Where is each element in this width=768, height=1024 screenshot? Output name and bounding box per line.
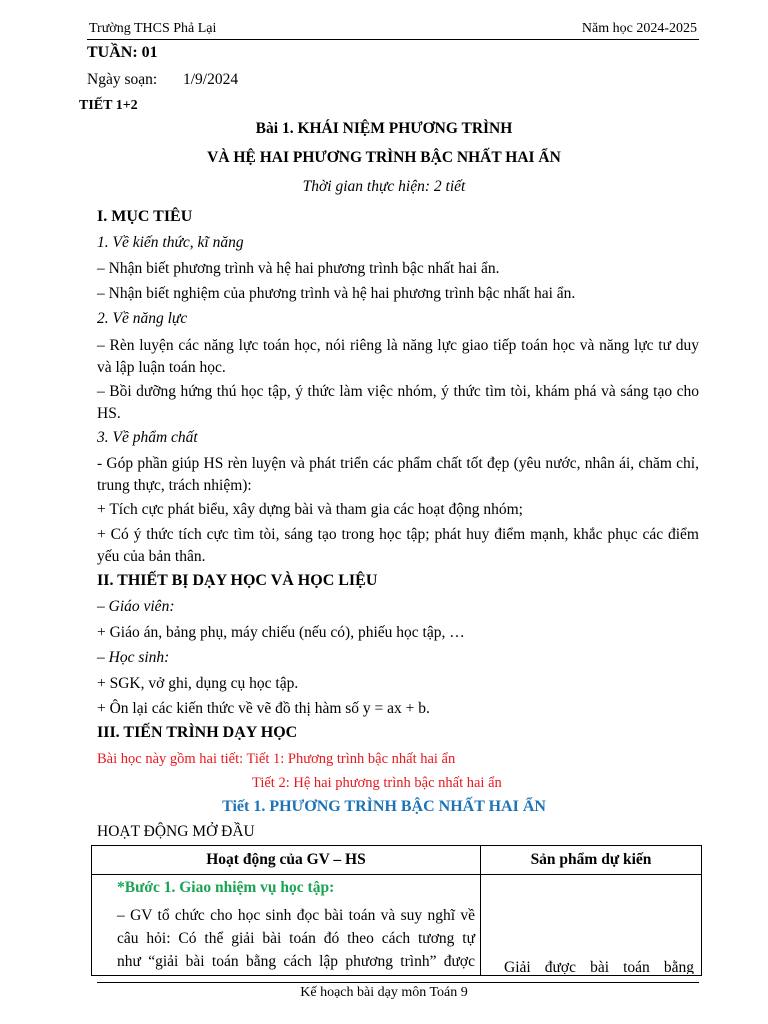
- teacher-label: – Giáo viên:: [97, 598, 175, 615]
- expected-product-cell: [481, 875, 702, 976]
- period-1-title: Tiết 1. PHƯƠNG TRÌNH BẬC NHẤT HAI ẨN: [222, 798, 546, 815]
- qualities-item-3: + Có ý thức tích cực tìm tòi, sáng tạo trong học tập; phát huy điểm mạnh, khắc phục các điểm yếu của bản thân.: [97, 526, 699, 565]
- knowledge-item-2: – Nhận biết nghiệm của phương trình và hệ hai phương trình bậc nhất hai ẩn.: [97, 285, 576, 302]
- expected-product-text: Giải được bài toán bằng: [504, 959, 694, 974]
- prep-date-value: 1/9/2024: [183, 71, 239, 88]
- subsection-competence: 2. Về năng lực: [97, 310, 188, 327]
- competence-item-2: – Bồi dưỡng hứng thú học tập, ý thức làm việc nhóm, ý thức tìm tòi, khám phá và sáng tạo cho HS.: [97, 383, 699, 422]
- lesson-duration: Thời gian thực hiện: 2 tiết: [302, 178, 466, 195]
- qualities-item-2: + Tích cực phát biểu, xây dựng bài và tham gia các hoạt động nhóm;: [97, 501, 523, 518]
- section-equipment-heading: II. THIẾT BỊ DẠY HỌC VÀ HỌC LIỆU: [97, 572, 378, 589]
- student-item-2: + Ôn lại các kiến thức về vẽ đồ thị hàm số y = ax + b.: [97, 700, 430, 717]
- lesson-structure-note-1: Bài học này gồm hai tiết: Tiết 1: Phương trình bậc nhất hai ẩn: [97, 751, 456, 767]
- column-header-activities: Hoạt động của GV – HS: [92, 846, 481, 875]
- header-divider: [87, 39, 699, 40]
- subsection-qualities: 3. Về phẩm chất: [97, 429, 198, 446]
- lesson-plan-table: [91, 845, 702, 976]
- footer-text: Kế hoạch bài dạy môn Toán 9: [300, 985, 468, 1000]
- section-process-heading: III. TIẾN TRÌNH DẠY HỌC: [97, 724, 298, 741]
- student-item-1: + SGK, vở ghi, dụng cụ học tập.: [97, 675, 299, 692]
- week-label: TUẦN: 01: [87, 44, 158, 61]
- student-label: – Học sinh:: [97, 649, 170, 666]
- section-objectives-heading: I. MỤC TIÊU: [97, 208, 193, 225]
- subsection-knowledge: 1. Về kiến thức, kĩ năng: [97, 234, 244, 251]
- step-1-heading: *Bước 1. Giao nhiệm vụ học tập:: [117, 879, 335, 896]
- activity-line-2: câu hỏi: Có thể giải bài toán đó theo cách tương tự: [117, 930, 475, 947]
- activities-cell: [92, 875, 481, 976]
- header-school: Trường THCS Phả Lại: [89, 21, 217, 36]
- knowledge-item-1: – Nhận biết phương trình và hệ hai phương trình bậc nhất hai ẩn.: [97, 260, 500, 277]
- lesson-title-line1: Bài 1. KHÁI NIỆM PHƯƠNG TRÌNH: [255, 120, 513, 137]
- teacher-item-1: + Giáo án, bảng phụ, máy chiếu (nếu có), phiếu học tập, …: [97, 624, 465, 641]
- competence-item-1: – Rèn luyện các năng lực toán học, nói riêng là năng lực giao tiếp toán học và năng lực tư duy và lập luận toán học.: [97, 337, 699, 376]
- lesson-title-line2: VÀ HỆ HAI PHƯƠNG TRÌNH BẬC NHẤT HAI ẨN: [207, 149, 561, 166]
- footer-divider: [97, 982, 699, 983]
- opening-activity-label: HOẠT ĐỘNG MỞ ĐẦU: [97, 823, 255, 840]
- column-header-expected-product: Sản phẩm dự kiến: [481, 846, 702, 875]
- activity-line-3: như “giải bài toán bằng cách lập phương trình” được: [117, 953, 475, 970]
- table-header-row: [92, 846, 702, 875]
- header-school-year: Năm học 2024-2025: [581, 21, 697, 36]
- activity-line-1: – GV tổ chức cho học sinh đọc bài toán và suy nghĩ về: [117, 907, 475, 924]
- period-label: TIẾT 1+2: [79, 98, 138, 113]
- prep-date-label: Ngày soạn:: [87, 71, 158, 88]
- lesson-structure-note-2: Tiết 2: Hệ hai phương trình bậc nhất hai ẩn: [252, 775, 502, 791]
- qualities-item-1: - Góp phần giúp HS rèn luyện và phát triển các phẩm chất tốt đẹp (yêu nước, nhân ái, chăm chỉ, trung thực, trách nhiệm):: [97, 455, 699, 494]
- table-row: [92, 875, 702, 976]
